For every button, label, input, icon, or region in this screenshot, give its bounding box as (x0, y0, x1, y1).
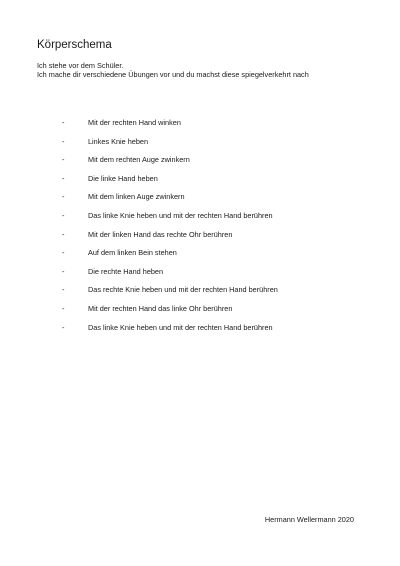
list-bullet: - (62, 210, 65, 220)
list-item-text: Mit dem rechten Auge zwinkern (88, 155, 190, 165)
list-bullet: - (62, 266, 65, 276)
list-bullet: - (62, 285, 65, 295)
list-bullet: - (62, 248, 65, 258)
list-item-text: Die linke Hand heben (88, 173, 158, 183)
page-title: Körperschema (37, 39, 112, 51)
list-item-text: Mit der rechten Hand winken (88, 118, 181, 127)
intro-text (37, 61, 309, 79)
list-bullet: - (62, 303, 65, 313)
list-item-text: Auf dem linken Bein stehen (88, 248, 177, 258)
list-bullet: - (62, 118, 65, 127)
list-item-text: Mit der rechten Hand das linke Ohr berühren (88, 303, 233, 313)
author-credit: Hermann Wellermann 2020 (264, 515, 354, 524)
list-item-text: Das linke Knie heben und mit der rechten Hand berühren (88, 322, 273, 332)
list-item-text: Das rechte Knie heben und mit der rechten Hand berühren (88, 285, 278, 295)
list-item-text: Das linke Knie heben und mit der rechten Hand berühren (88, 210, 273, 220)
list-bullet: - (62, 173, 65, 183)
list-item-text: Mit der linken Hand das rechte Ohr berühren (88, 229, 233, 239)
list-bullet: - (62, 155, 65, 165)
list-item-text: Die rechte Hand heben (88, 266, 164, 276)
list-item-text: Mit dem linken Auge zwinkern (88, 192, 185, 202)
list-bullet: - (62, 192, 65, 202)
intro-line-2: Ich mache dir verschiedene Übungen vor und du machst diese spiegelverkehrt nach (37, 70, 309, 79)
list-bullet: - (62, 136, 65, 146)
intro-line-1: Ich stehe vor dem Schüler. (37, 61, 124, 70)
list-bullet: - (62, 229, 65, 239)
list-item-text: Linkes Knie heben (88, 136, 149, 146)
list-bullet: - (62, 322, 65, 332)
